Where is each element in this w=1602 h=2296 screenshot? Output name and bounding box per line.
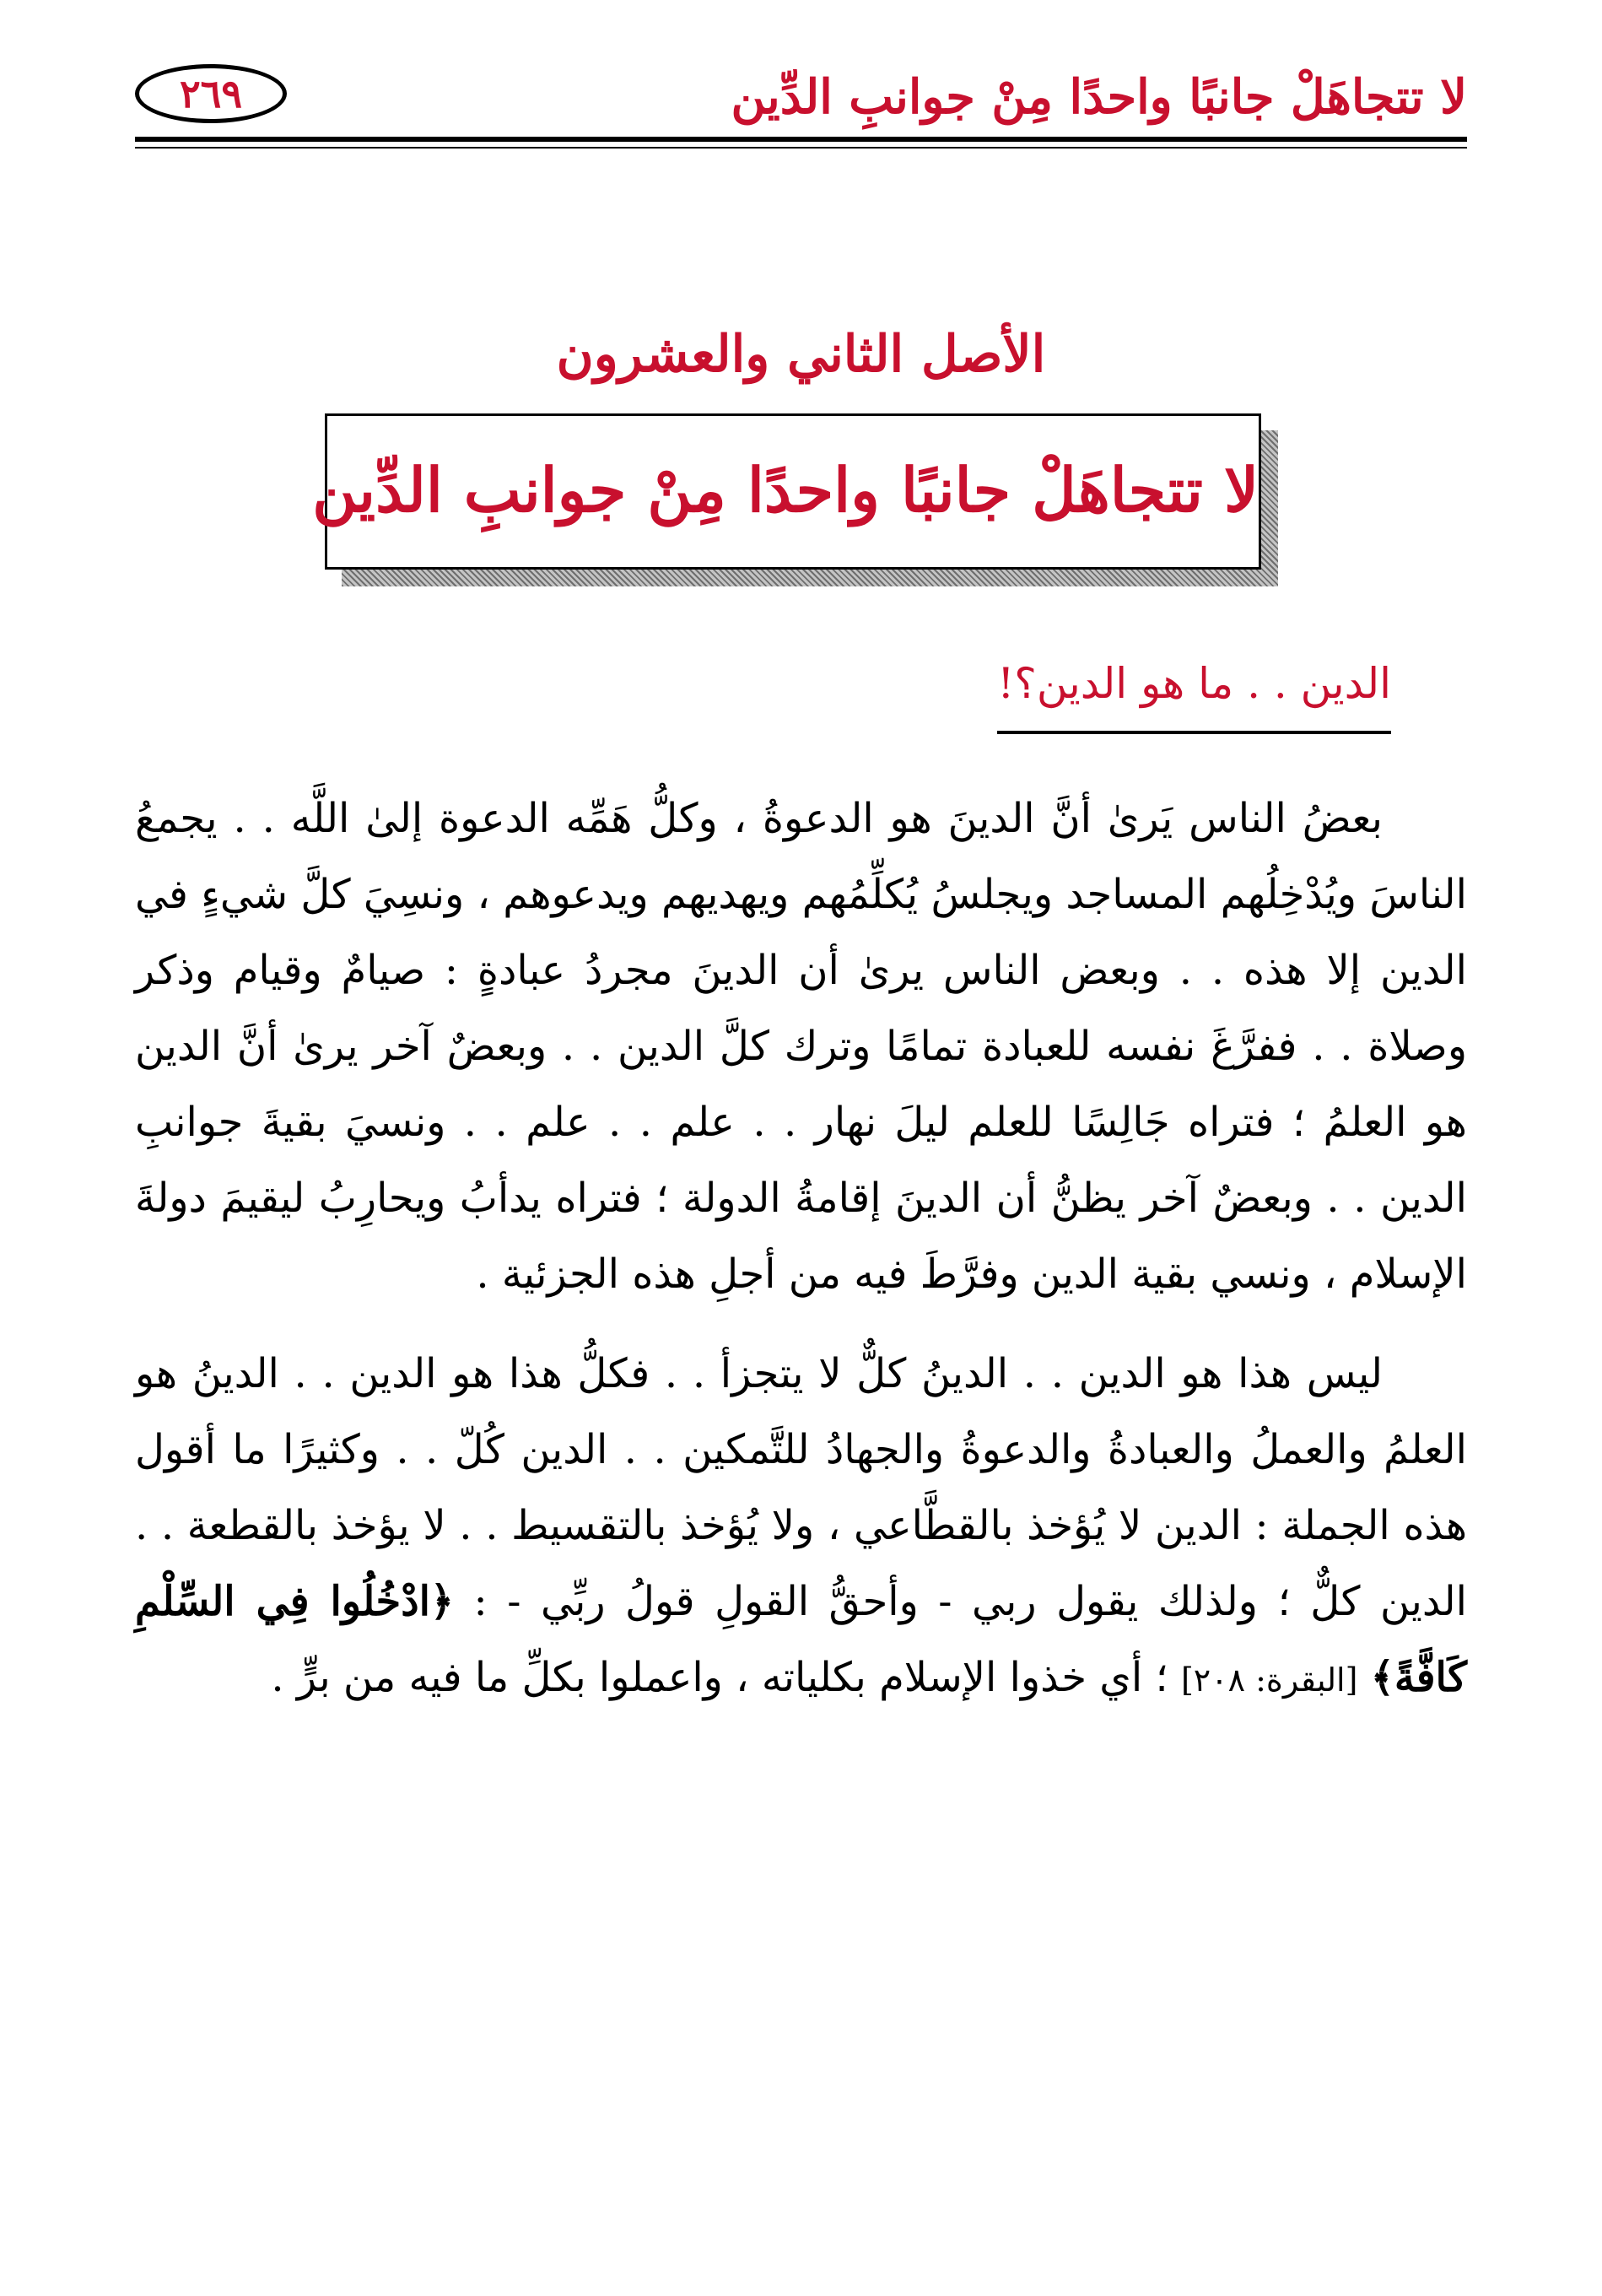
page-header: [135, 59, 1467, 135]
header-rule-thick: [135, 137, 1467, 142]
paragraph-2: [135, 1336, 1467, 1718]
paragraph-2-start: ليس هذا هو الدين . . الدينُ كلٌّ لا يتجزأ . . فكلُّ هذا هو الدين . . الدينُ هو العلمُ والعملُ والعبادةُ والدعوةُ والجهادُ للتَّمكين . . الدين كُلّ . . وكثيرًا ما أقول هذه الجملة : الدين لا يُؤخذ بالقطَّاعي ، ولا يُؤخذ بالتقسيط . . لا يؤخذ بالقطعة . . الدين كلٌّ ؛ ولذلك يقول ربي - وأحقُّ القولِ قولُ ربِّي - :: [135, 1350, 1468, 1625]
header-rule-thin: [135, 147, 1467, 149]
page-number: ٢٦٩: [135, 64, 287, 123]
quran-reference: [البقرة: ٢٠٨]: [1180, 1661, 1358, 1699]
quran-verse: ﴿ادْخُلُوا فِي السِّلْمِ كَافَّةً﴾: [135, 1578, 1467, 1701]
paragraph-1: بعضُ الناس يَرىٰ أنَّ الدينَ هو الدعوةُ ، وكلُّ هَمِّه الدعوة إلىٰ اللَّه . . يجمعُ الناسَ ويُدْخِلُهم المساجد ويجلسُ يُكلِّمُهم ويهديهم ويدعوهم ، ونسِيَ كلَّ شيءٍ في الدين إلا هذه . . وبعض الناس يرىٰ أن الدينَ مجردُ عبادةٍ : صيامٌ وقيام وذكر وصلاة . . ففرَّغَ نفسه للعبادة تمامًا وترك كلَّ الدين . . وبعضٌ آخر يرىٰ أنَّ الدين هو العلمُ ؛ فتراه جَالِسًا للعلم ليلَ نهار . . علم . . علم . . ونسيَ بقيةَ جوانبِ الدين . . وبعضٌ آخر يظنُّ أن الدينَ إقامةُ الدولة ؛ فتراه يدأبُ ويحارِبُ ليقيمَ دولةَ الإسلام ، ونسي بقية الدين وفرَّطَ فيه من أجلِ هذه الجزئية .: [135, 795, 1468, 1298]
chapter-title: لا تتجاهَلْ جانبًا واحدًا مِنْ جوانبِ الدِّين: [325, 413, 1261, 570]
chapter-title-frame: [312, 413, 1261, 570]
body-text: [135, 781, 1467, 1718]
section-heading: الدين . . ما هو الدين؟!: [997, 650, 1391, 734]
running-title: لا تتجاهَلْ جانبًا واحدًا مِنْ جوانبِ الدِّين: [731, 69, 1467, 125]
paragraph-2-end: ؛ أي خذوا الإسلام بكلياته ، واعملوا بكلِّ ما فيه من برٍّ .: [271, 1654, 1168, 1701]
chapter-label: الأصل الثاني والعشرون: [556, 325, 1046, 384]
